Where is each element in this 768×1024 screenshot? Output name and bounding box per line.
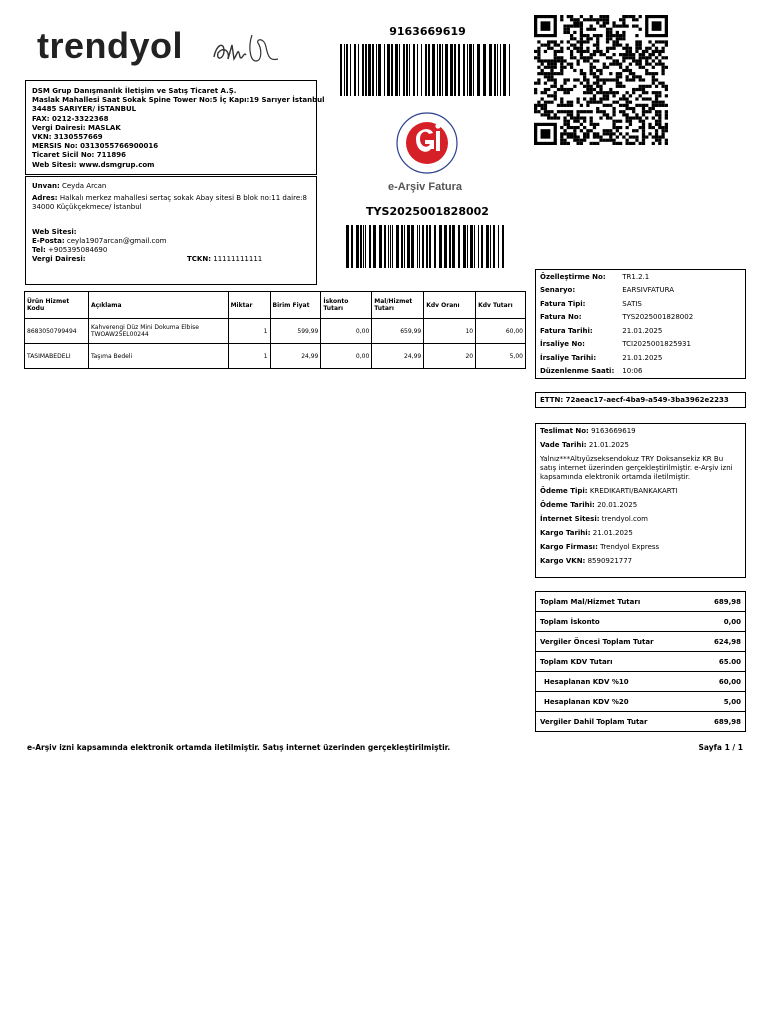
totals-key: Vergiler Öncesi Toplam Tutar [536, 632, 699, 652]
totals-value: 689,98 [698, 592, 745, 612]
qr-code [534, 15, 668, 145]
page-number: Sayfa 1 / 1 [698, 743, 743, 752]
info-key: İrsaliye No: [540, 340, 585, 349]
items-table [24, 291, 526, 369]
cell-vat-amount: 60,00 [476, 319, 526, 344]
odeme-tipi-value: KREDIKARTI/BANKAKARTI [589, 487, 678, 495]
seller-line: DSM Grup Danışmanlık İletişim ve Satış Ticaret A.Ş. [32, 87, 237, 95]
totals-value: 689,98 [698, 712, 745, 732]
site-value: trendyol.com [601, 515, 648, 523]
totals-key: Vergiler Dahil Toplam Tutar [536, 712, 699, 732]
cell-discount: 0,00 [321, 344, 372, 369]
seller-line: VKN: 3130557669 [32, 133, 103, 142]
buyer-tckn-label: TCKN: [187, 255, 211, 263]
totals-key: Toplam Mal/Hizmet Tutarı [536, 592, 699, 612]
totals-row [536, 632, 746, 652]
kargo-vkn-label: Kargo VKN: [540, 557, 586, 565]
info-key: Özelleştirme No: [540, 272, 606, 281]
totals-key: Toplam İskonto [536, 612, 699, 632]
barcode-invoice [346, 225, 509, 268]
cell-unit-price: 599,99 [270, 319, 321, 344]
info-value: 10:06 [622, 367, 643, 376]
items-header: Birim Fiyat [270, 292, 321, 319]
cell-unit-price: 24,99 [270, 344, 321, 369]
buyer-name-label: Unvan: [32, 182, 60, 190]
cell-code: TASIMABEDELI [25, 344, 89, 369]
cell-description: Kahverengi Düz Mini Dokuma Elbise TWOAW25EL00244 [88, 319, 228, 344]
vade-label: Vade Tarihi: [540, 441, 587, 449]
info-row [536, 324, 746, 338]
teslimat-value: 9163669619 [591, 427, 636, 435]
totals-row [536, 592, 746, 612]
items-header: Açıklama [88, 292, 228, 319]
buyer-info [25, 176, 317, 285]
footer-note: e-Arşiv izni kapsamında elektronik ortamda iletilmiştir. Satış internet üzerinden gerçekleştirilmiştir. [27, 743, 451, 752]
info-key: Düzenlenme Saati: [540, 367, 615, 376]
delivery-info [535, 423, 746, 578]
totals-row [536, 652, 746, 672]
items-header-row [25, 292, 526, 319]
info-key: Fatura No: [540, 313, 582, 322]
info-key: Fatura Tipi: [540, 299, 586, 308]
cell-amount: 659,99 [372, 319, 424, 344]
cell-vat-amount: 5,00 [476, 344, 526, 369]
table-row [25, 344, 526, 369]
kargo-tarihi-label: Kargo Tarihi: [540, 529, 591, 537]
info-value: 21.01.2025 [622, 326, 663, 335]
seller-line: Ticaret Sicil No: 711896 [32, 151, 126, 160]
totals-value: 5,00 [698, 692, 745, 712]
cell-vat-rate: 10 [424, 319, 476, 344]
cell-vat-rate: 20 [424, 344, 476, 369]
trendyol-logo: trendyol [37, 25, 184, 66]
buyer-tax-office-label: Vergi Dairesi: [32, 255, 86, 263]
buyer-email-label: E-Posta: [32, 237, 65, 245]
totals-row [536, 612, 746, 632]
cell-amount: 24,99 [372, 344, 424, 369]
kargo-vkn-value: 8590921777 [587, 557, 633, 565]
buyer-address-label: Adres: [32, 194, 58, 202]
teslimat-label: Teslimat No: [540, 427, 589, 435]
gib-seal-logo [385, 111, 470, 175]
info-value: TYS2025001828002 [622, 313, 694, 322]
info-value: SATIS [622, 299, 642, 308]
kargo-firmasi-label: Kargo Firması: [540, 543, 598, 551]
site-label: İnternet Sitesi: [540, 515, 600, 523]
totals-value: 0,00 [698, 612, 745, 632]
info-key: Senaryo: [540, 286, 576, 295]
totals-row [536, 712, 746, 732]
cell-discount: 0,00 [321, 319, 372, 344]
info-row [536, 338, 746, 352]
info-value: EARSIVFATURA [622, 286, 675, 295]
cell-code: 8683050799494 [25, 319, 89, 344]
buyer-email: ceyla1907arcan@gmail.com [66, 237, 167, 245]
buyer-address: Halkalı merkez mahallesi sertaç sokak Abay sitesi B blok no:11 daire:8 34000 Küçükçekmece/ İstanbul [32, 194, 307, 211]
kargo-firmasi-value: Trendyol Express [600, 543, 660, 551]
totals-table [535, 591, 746, 732]
items-header: Mal/Hizmet Tutarı [372, 292, 424, 319]
seller-line: 34485 SARIYER/ İSTANBUL [32, 105, 137, 114]
cell-description: Taşıma Bedeli [88, 344, 228, 369]
totals-row [536, 672, 746, 692]
info-row [536, 365, 746, 379]
totals-value: 60,00 [698, 672, 745, 692]
buyer-web-label: Web Sitesi: [32, 228, 77, 236]
cell-qty: 1 [228, 344, 270, 369]
totals-row [536, 692, 746, 712]
barcode-order [340, 44, 513, 96]
order-number: 9163669619 [389, 25, 466, 38]
seller-line: FAX: 0212-3322368 [32, 114, 109, 123]
totals-key: Toplam KDV Tutarı [536, 652, 699, 672]
invoice-info-table [535, 269, 746, 379]
buyer-tel-label: Tel: [32, 246, 46, 254]
seller-line: MERSIS No: 0313055766900016 [32, 142, 159, 151]
items-header: Miktar [228, 292, 270, 319]
info-row [536, 311, 746, 325]
signature-image [208, 27, 284, 69]
kargo-tarihi-value: 21.01.2025 [592, 529, 633, 537]
info-row [536, 284, 746, 298]
buyer-tckn: 11111111111 [213, 255, 263, 263]
info-row [536, 297, 746, 311]
info-value: TCI2025001825931 [622, 340, 691, 349]
seller-line: Vergi Dairesi: MASLAK [32, 123, 121, 132]
info-row [536, 270, 746, 284]
totals-value: 624,98 [698, 632, 745, 652]
info-key: İrsaliye Tarihi: [540, 353, 597, 362]
earsiv-label: e-Arşiv Fatura [388, 181, 462, 193]
amount-in-words-note: Yalnız***Altıyüzseksendokuz TRY Doksansekiz KR Bu satış internet üzerinden gerçekleştirilmiştir. e-Arşiv izni kapsamında elektronik ortamda iletilmiştir. [540, 455, 733, 481]
info-key: Fatura Tarihi: [540, 326, 593, 335]
items-header: Kdv Tutarı [476, 292, 526, 319]
invoice-number: TYS2025001828002 [366, 205, 489, 218]
seller-line: Maslak Mahallesi Saat Sokak Spine Tower No:5 İç Kapı:19 Sarıyer İstanbul [32, 96, 325, 105]
items-header: Kdv Oranı [424, 292, 476, 319]
odeme-tipi-label: Ödeme Tipi: [540, 487, 588, 495]
seller-line: Web Sitesi: www.dsmgrup.com [32, 160, 155, 169]
totals-value: 65.00 [698, 652, 745, 672]
totals-key: Hesaplanan KDV %20 [536, 692, 699, 712]
seller-info [25, 80, 325, 175]
items-header: İskonto Tutarı [321, 292, 372, 319]
items-header: Ürün Hizmet Kodu [25, 292, 89, 319]
info-value: 21.01.2025 [622, 353, 663, 362]
buyer-tel: +905395084690 [48, 246, 108, 254]
info-value: TR1.2.1 [622, 272, 650, 281]
vade-value: 21.01.2025 [588, 441, 629, 449]
totals-key: Hesaplanan KDV %10 [536, 672, 699, 692]
info-row [536, 351, 746, 365]
ettn: ETTN: 72aeac17-aecf-4ba9-a549-3ba3962e2233 [535, 392, 746, 408]
odeme-tarihi-label: Ödeme Tarihi: [540, 501, 595, 509]
table-row [25, 319, 526, 344]
buyer-name: Ceyda Arcan [61, 182, 107, 190]
cell-qty: 1 [228, 319, 270, 344]
odeme-tarihi-value: 20.01.2025 [597, 501, 638, 509]
